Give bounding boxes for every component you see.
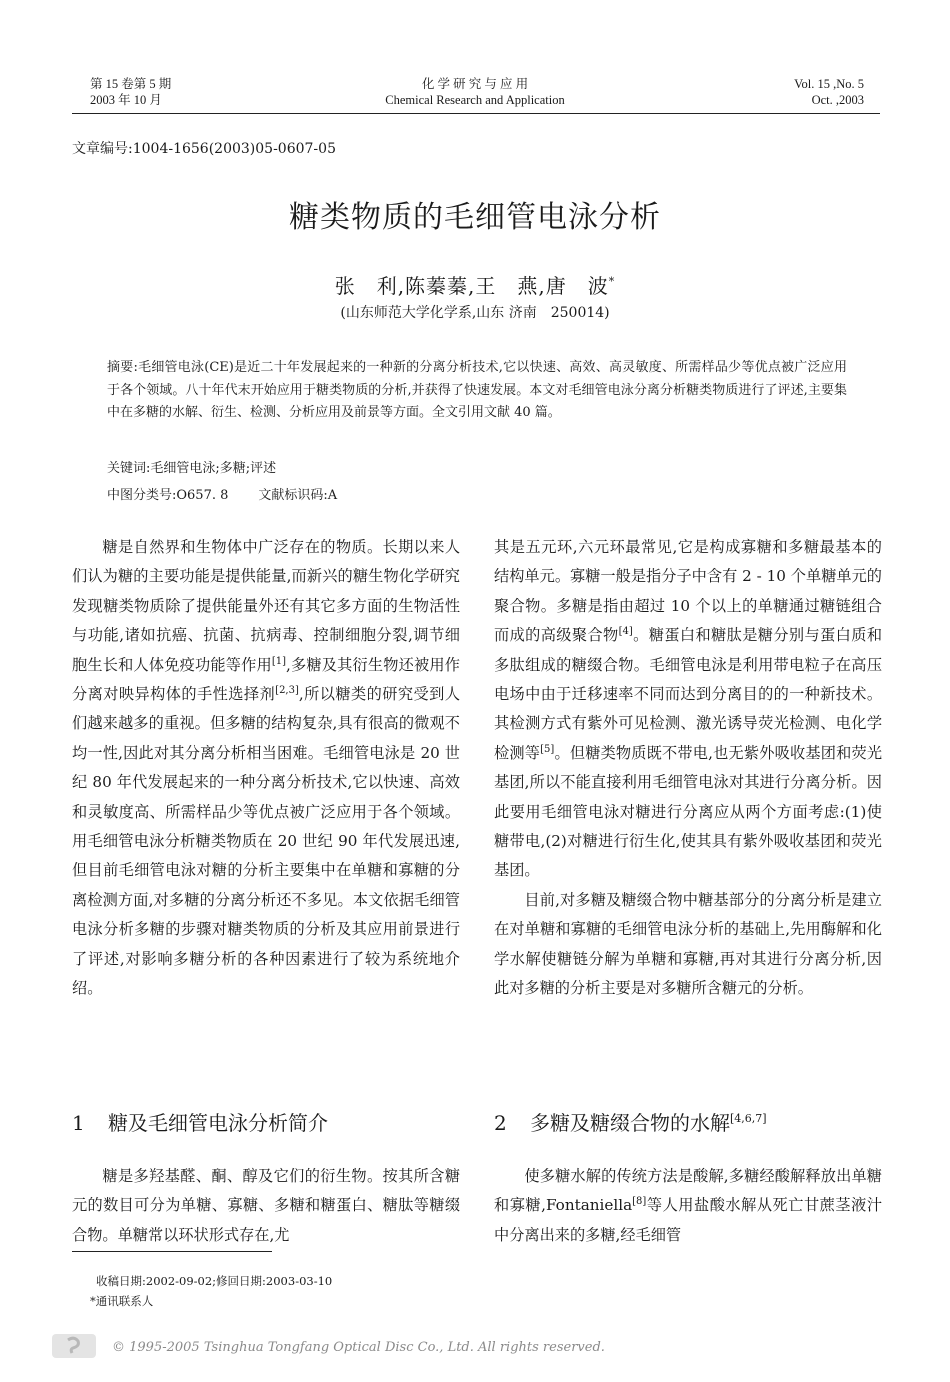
article-number: 文章编号:1004-1656(2003)05-0607-05 [72,141,336,157]
intro-text-5: 。糖蛋白和糖肽是糖分别与蛋白质和多肽组成的糖缀合物。毛细管电泳是利用带电粒子在高压电场中由于迁移速率不同而达到分离目的的一种新技术。其检测方式有紫外可见检测、激光诱导荧光检测、电化学检测等 [494,626,882,762]
section-title: 糖及毛细管电泳分析简介 [108,1111,328,1135]
intro-paragraph-2: 目前,对多糖及糖缀合物中糖基部分的分离分析是建立在对单糖和寡糖的毛细管电泳分析的基础上,先用酶解和化学水解使糖链分解为单糖和寡糖,再对其进行分离分析,因此对多糖的分析主要是对多糖所含糖元的分析。 [494,890,882,998]
volume-issue-english: Vol. 15 ,No. 5 [794,77,864,91]
intro-right-column [494,533,882,1004]
section-2-text-2: 等人用盐酸水解从死亡甘蔗茎液汁中分离出来的多糖,经毛细管 [494,1196,883,1244]
authors-text: 张 利,陈蓁蓁,王 燕,唐 波 [334,274,609,298]
intro-text-2: ,多糖及其衍生物还被用作分离对映异构体的手性选择剂 [72,655,460,704]
citation-ref: [4] [618,626,633,638]
footnote-divider [72,1251,272,1252]
paper-title: 糖类物质的毛细管电泳分析 [289,200,661,235]
author-list [0,270,950,299]
journal-name-english: Chemical Research and Application [385,93,565,107]
citation-ref: [8] [632,1196,647,1208]
intro-text-3: ,所以糖类的研究受到人们越来越多的重视。但多糖的结构复杂,具有很高的微观不均一性,因此对其分离分析相当困难。毛细管电泳是 20 世纪 80 年代发展起来的一种分离分析技术,它以快速、高效和灵敏度高、所需样品少等优点被广泛应用于各个领域。用毛细管电泳分析糖类物质在 20 世纪 90 年代发展迅速,但目前毛细管电泳对糖的分析主要集中在单糖和寡糖的分离检测方面,对多糖的分离分析还不多见。本文依据毛细管电泳分析多糖的步骤对糖类物质的分析及其应用前景进行了评述,对影响多糖分析的各种因素进行了较为系统地介绍。 [72,685,461,998]
classification-line [107,484,367,503]
citation-ref: [5] [540,743,555,755]
affiliation: (山东师范大学化学系,山东 济南 250014) [340,305,610,321]
intro-text-1: 糖是自然界和生物体中广泛存在的物质。长期以来人们认为糖的主要功能是提供能量,而新兴的糖生物化学研究发现糖类物质除了提供能量外还有其它多方面的生物活性与功能,诸如抗癌、抗菌、抗病毒、控制细胞分裂,调节细胞生长和人体免疫功能等作用 [72,538,460,674]
intro-paragraph-continued [494,533,882,886]
citation-ref: [4,6,7] [730,1112,767,1125]
intro-paragraph [72,533,460,1004]
intro-text-6: 。但糖类物质既不带电,也无紫外吸收基团和荧光基团,所以不能直接利用毛细管电泳对其进行分离分析。因此要用毛细管电泳对糖进行分离应从两个方面考虑:(1)使糖带电,(2)对糖进行衍生化,使其具有紫外吸收基团和荧光基团。 [494,743,883,880]
clc-number: 中图分类号:O657. 8 [107,488,229,503]
section-2-body [494,1162,882,1250]
section-title: 多糖及糖缀合物的水解 [530,1111,730,1135]
section-2-paragraph [494,1162,882,1250]
corresponding-author-mark: * [608,275,616,288]
header-divider [72,113,880,114]
citation-ref: [1] [271,655,287,667]
received-dates: 收稿日期:2002-09-02;修回日期:2003-03-10 [96,1274,333,1288]
journal-name [300,76,650,108]
publication-date: 2003 年 10 月 [90,93,162,107]
intro-text-4: 其是五元环,六元环最常见,它是构成寡糖和多糖最基本的结构单元。寡糖一般是指分子中含有 2 - 10 个单糖单元的聚合物。多糖是指由超过 10 个以上的单糖通过糖链组合而成的高级聚合物 [494,538,882,645]
keywords: 关键词:毛细管电泳;多糖;评述 [107,461,277,476]
section-1-heading [72,1107,328,1136]
journal-volume-info-english [794,76,864,108]
journal-name-chinese: 化 学 研 究 与 应 用 [421,77,529,91]
document-code: 文献标识码:A [258,488,338,503]
abstract: 摘要:毛细管电泳(CE)是近二十年发展起来的一种新的分离分析技术,它以快速、高效、高灵敏度、所需样品少等优点被广泛应用于各个领域。八十年代末开始应用于糖类物质的分析,并获得了快速发展。本文对毛细管电泳分离分析糖类物质进行了评述,主要集中在多糖的水解、衍生、检测、分析应用及前景等方面。全文引用文献 40 篇。 [107,360,847,420]
section-number: 2 [494,1111,507,1135]
contact-note: *通讯联系人 [90,1294,154,1308]
section-number: 1 [72,1111,85,1135]
publisher-logo-icon [52,1332,96,1360]
volume-issue: 第 15 卷第 5 期 [90,77,172,91]
publication-date-english: Oct. ,2003 [811,93,864,107]
journal-volume-info [90,76,171,108]
section-1-body [72,1162,460,1250]
section-2-text-1: 使多糖水解的传统方法是酸解,多糖经酸解释放出单糖和寡糖,Fontaniella [494,1167,882,1215]
section-1-paragraph: 糖是多羟基醛、酮、醇及它们的衍生物。按其所含糖元的数目可分为单糖、寡糖、多糖和糖蛋白、糖肽等糖缀合物。单糖常以环状形式存在,尤 [72,1167,460,1244]
citation-ref: [2,3] [275,685,299,697]
copyright-notice: © 1995-2005 Tsinghua Tongfang Optical Disc Co., Ltd. All rights reserved. [112,1340,605,1355]
section-2-heading [494,1107,767,1136]
intro-left-column [72,533,460,1004]
